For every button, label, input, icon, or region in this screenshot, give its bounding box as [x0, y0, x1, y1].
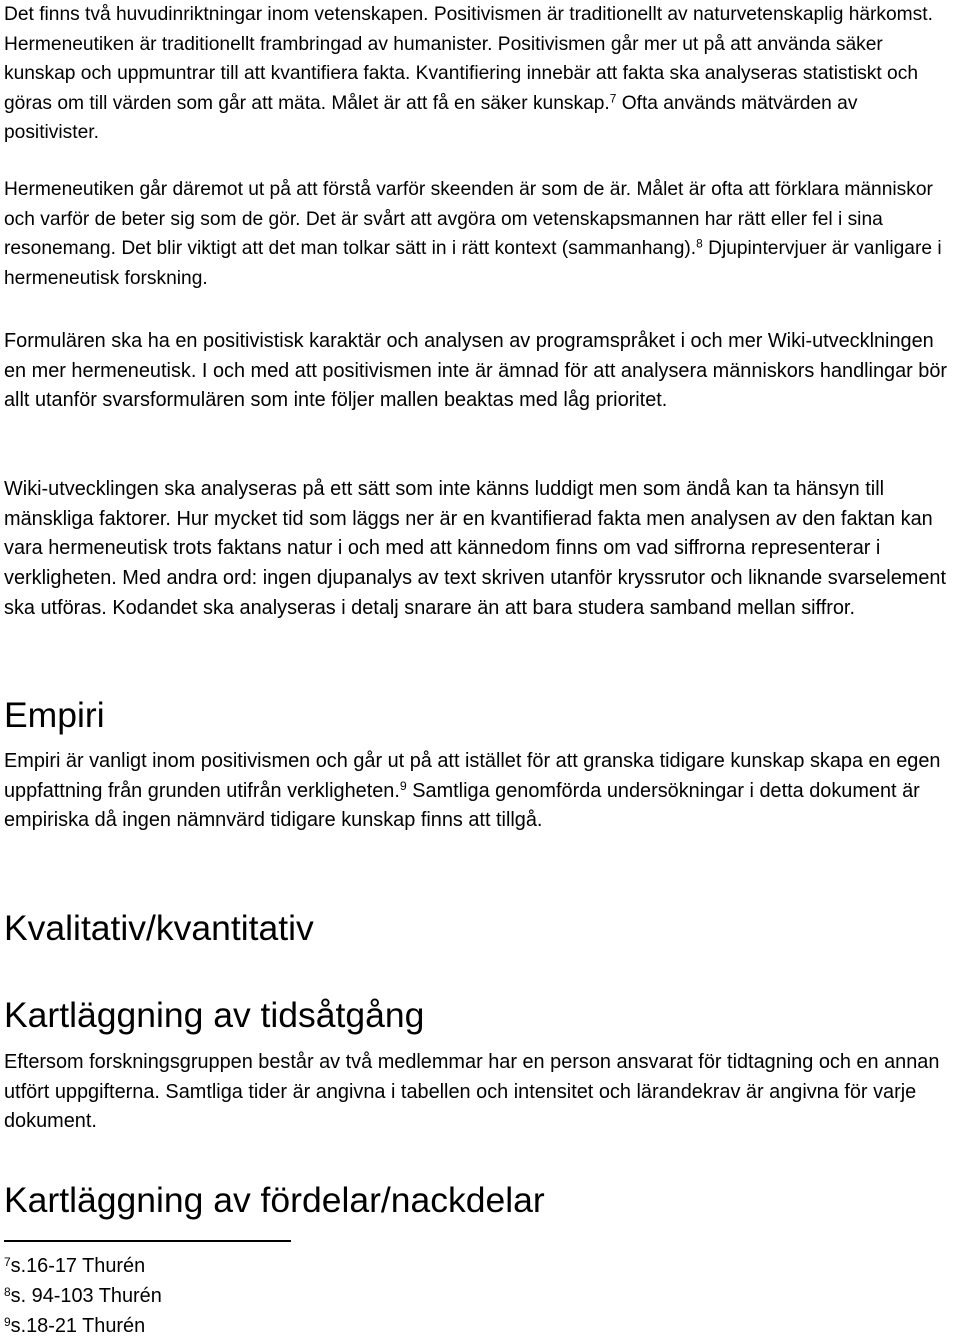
heading-fordelar-nackdelar: Kartläggning av fördelar/nackdelar	[4, 1180, 545, 1220]
heading-empiri: Empiri	[4, 695, 105, 735]
paragraph-forms: Formulären ska ha en positivistisk karaktär och analysen av programspråket i och mer Wiki-utvecklningen en mer hermeneutisk. I och med att positivismen inte är ämnad för att analysera människors handlingar bör allt utanför svarsformulären som inte följer mallen beaktas med låg prioritet.	[4, 330, 948, 412]
paragraph-text: Empiri är vanligt inom positivismen och går ut på att istället för att granska tidigare kunskap skapa en egen uppfattning från grunden utifrån verkligheten.	[4, 750, 941, 802]
paragraph-empiri	[4, 747, 956, 836]
paragraph-positivism	[4, 0, 956, 148]
footnote-number: 7	[4, 1255, 11, 1270]
paragraph-wiki: Wiki-utvecklingen ska analyseras på ett sätt som inte känns luddigt men som ändå kan ta hänsyn till mänskliga faktorer. Hur mycket tid som läggs ner är en kvantifierad fakta men analysen av den faktan kan vara hermeneutisk trots faktans natur i och med att kännedom finns om vad siffrorna representerar i verkligheten. Med andra ord: ingen djupanalys av text skriven utanför kryssrutor och liknande svarselement ska utföras. Kodandet ska analyseras i detalj snarare än att bara studera samband mellan siffror.	[4, 478, 946, 619]
footnotes	[4, 1251, 162, 1341]
paragraph-text: Hermeneutiken går däremot ut på att förstå varför skeenden är som de är. Målet är ofta att förklara människor och varför de beter sig som de gör. Det är svårt att avgöra om vetenskapsmannen har rätt eller fel i sina resonemang. Det blir viktigt att det man tolkar sätt in i rätt kontext (sammanhang).	[4, 179, 933, 260]
footnote-number: 9	[4, 1315, 11, 1330]
paragraph-text: Djupintervjuer är vanligare i hermeneutisk forskning.	[4, 238, 942, 289]
footnote-text: s.18-21 Thurén	[10, 1315, 146, 1337]
paragraph-hermeneutics	[4, 175, 956, 293]
paragraph-text: Samtliga genomförda undersökningar i detta dokument är empiriska då ingen nämnvärd tidigare kunskap finns att tillgå.	[4, 779, 920, 832]
footnote-text: s.16-17 Thurén	[10, 1255, 146, 1277]
footnote-text: s. 94-103 Thurén	[10, 1285, 162, 1307]
paragraph-text: Det finns två huvudinriktningar inom vetenskapen. Positivismen är traditionellt av naturvetenskaplig härkomst. Hermeneutiken är traditionellt frambringad av humanister. Positivismen går mer ut på att använda säker kunskap och uppmuntrar till att kvantifiera fakta. Kvantifiering innebär att fakta ska analyseras statistiskt och göras om till värden som går att mäta. Målet är att få en säker kunskap.	[4, 4, 933, 114]
footnote-8	[4, 1281, 162, 1311]
paragraph-text: Ofta används mätvärden av positivister.	[4, 92, 858, 144]
footnote-ref-7[interactable]: 7	[609, 91, 617, 106]
footnote-7	[4, 1251, 162, 1281]
paragraph-tidsatgang: Eftersom forskningsgruppen består av två medlemmar har en person ansvarat för tidtagning och en annan utfört uppgifterna. Samtliga tider är angivna i tabellen och intensitet och lärandekrav är angivna för varje dokument.	[4, 1051, 940, 1133]
footnote-number: 8	[4, 1285, 11, 1300]
footnote-9	[4, 1311, 162, 1341]
footnote-ref-8[interactable]: 8	[696, 236, 703, 251]
heading-kvalitativ-kvantitativ: Kvalitativ/kvantitativ	[4, 908, 314, 948]
heading-tidsatgang: Kartläggning av tidsåtgång	[4, 995, 425, 1035]
footnote-separator	[4, 1240, 291, 1242]
footnote-ref-9[interactable]: 9	[399, 778, 407, 793]
